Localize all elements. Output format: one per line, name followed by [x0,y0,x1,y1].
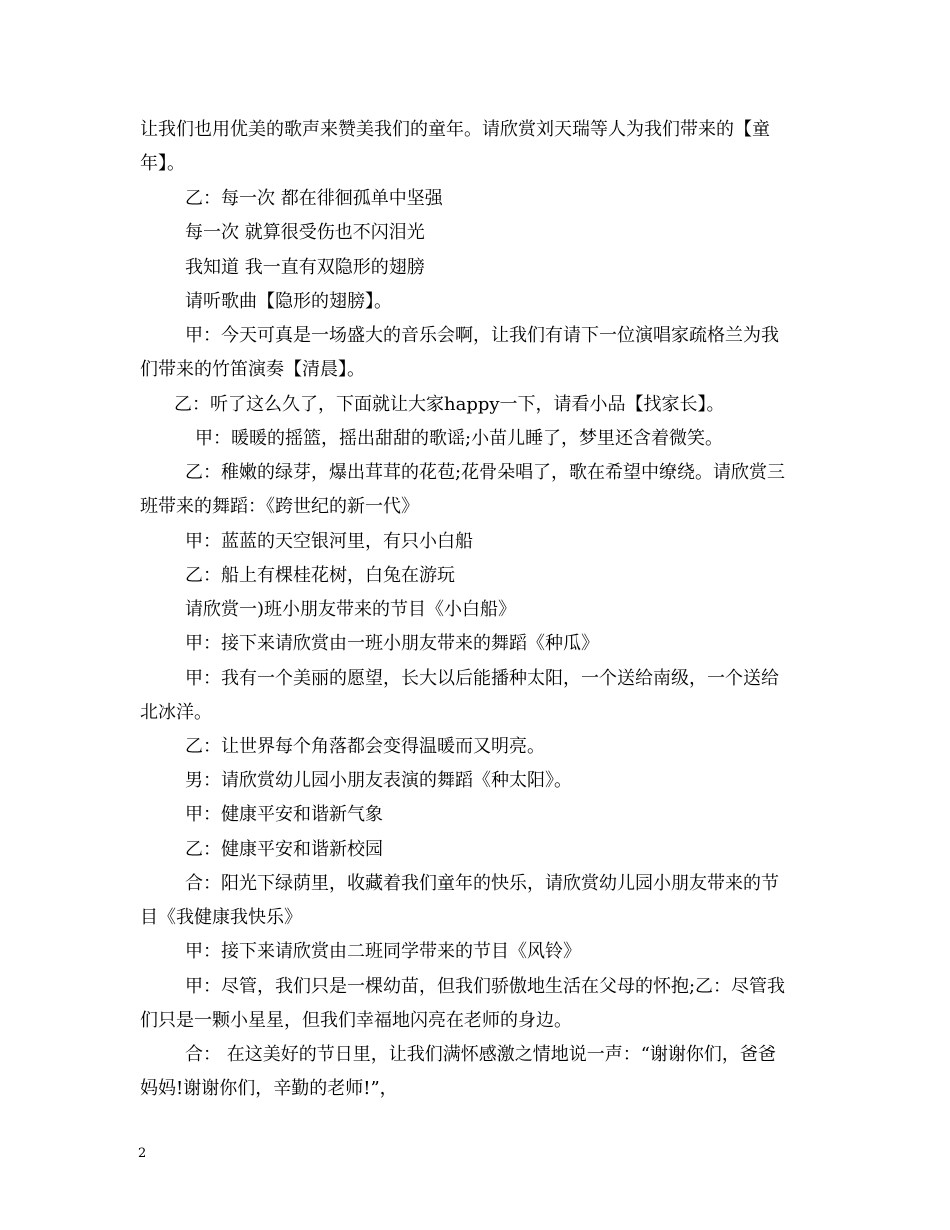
text-line: 我知道 我一直有双隐形的翅膀 [185,257,425,278]
text-line: 乙：船上有棵桂花树，白兔在游玩 [185,565,455,586]
text-line: 们带来的竹笛演奏【清晨】。 [140,359,365,380]
page-number: 2 [138,1146,147,1161]
text-line: 男：请欣赏幼儿园小朋友表演的舞蹈《种太阳》。 [185,770,572,791]
text-line: 甲：我有一个美丽的愿望，长大以后能播种太阳，一个送给南级，一个送给 [185,668,779,689]
text-line: 甲：今天可真是一场盛大的音乐会啊，让我们有请下一位演唱家疏格兰为我 [185,325,779,346]
text-line: 们只是一颗小星星，但我们幸福地闪亮在老师的身边。 [140,1010,572,1031]
text-line: 请欣赏一)班小朋友带来的节目《小白船》 [185,599,517,620]
text-line: 乙：稚嫩的绿芽，爆出茸茸的花苞;花骨朵唱了，歌在希望中缭绕。请欣赏三 [185,462,786,483]
text-line: 班带来的舞蹈：《跨世纪的新一代》 [140,496,419,517]
text-line: 请听歌曲【隐形的翅膀】。 [185,291,392,312]
text-line: 妈妈!谢谢你们，辛勤的老师!”， [140,1078,398,1099]
text-line: 目《我健康我快乐》 [140,907,302,928]
text-line: 乙：让世界每个角落都会变得温暖而又明亮。 [185,736,545,757]
text-line: 每一次 就算很受伤也不闪泪光 [185,222,425,243]
text-line: 甲：蓝蓝的天空银河里，有只小白船 [185,531,473,552]
text-line: 甲：尽管，我们只是一棵幼苗，但我们骄傲地生活在父母的怀抱;乙：尽管我 [185,976,786,997]
text-line: 甲：健康平安和谐新气象 [185,804,383,825]
text-line: 乙：健康平安和谐新校园 [185,839,383,860]
text-line: 合： 在这美好的节日里，让我们满怀感激之情地说一声：“谢谢你们，爸爸 [185,1044,776,1065]
text-line: 年】。 [140,153,185,174]
text-line: 甲：接下来请欣赏由一班小朋友带来的舞蹈《种瓜》 [185,633,599,654]
text-line: 北冰洋。 [140,702,212,723]
text-line: 甲：暖暖的摇篮，摇出甜甜的歌谣;小苗儿睡了，梦里还含着微笑。 [195,428,724,449]
text-line: 乙：每一次 都在徘徊孤单中坚强 [185,188,443,209]
text-line: 让我们也用优美的歌声来赞美我们的童年。请欣赏刘天瑞等人为我们带来的【童 [140,119,770,140]
text-line: 甲：接下来请欣赏由二班同学带来的节目《风铃》 [185,941,581,962]
text-line: 乙：听了这么久了，下面就让大家happy一下，请看小品【找家长】。 [174,394,725,415]
text-line: 合：阳光下绿荫里，收藏着我们童年的快乐，请欣赏幼儿园小朋友带来的节 [185,873,779,894]
